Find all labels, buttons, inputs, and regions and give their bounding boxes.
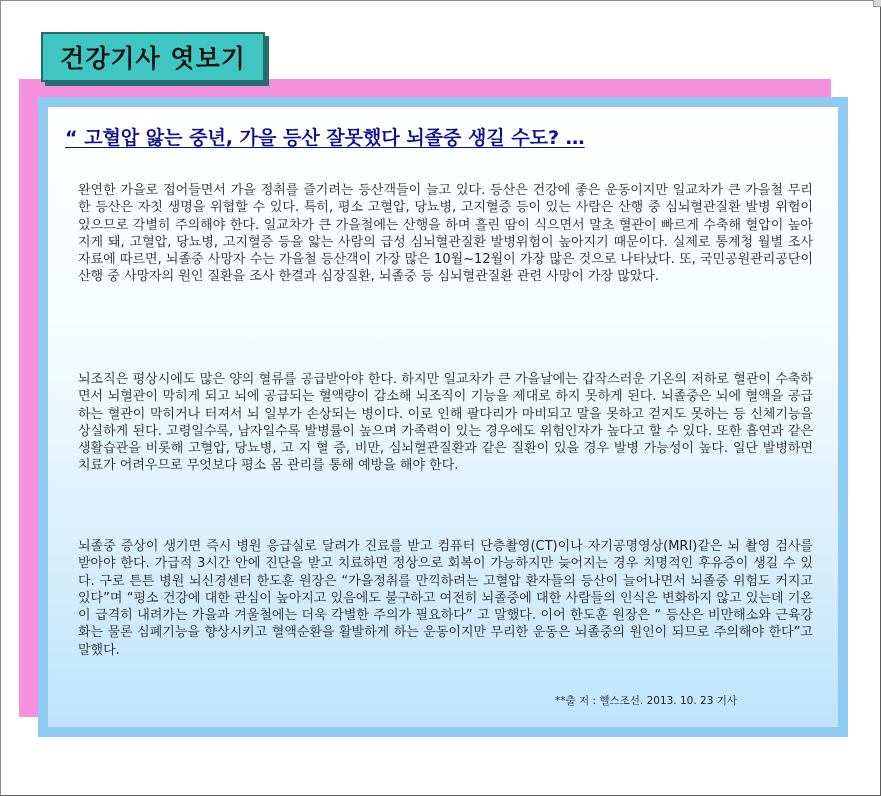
article-paragraph-3: 뇌졸중 증상이 생기면 즉시 병원 응급실로 달려가 진료를 받고 컴퓨터 단층촬영(CT)이나 자기공명영상(MRI)같은 뇌 촬영 검사를 받아야 한다. 가급적 3시간 안에 진단을 받고 치료하면 정상으로 회복이 가능하지만 늦어지는 경우 치명적인 후유증이 생길 수 있다. 구로 튼튼 병원 뇌신경센터 한도훈 원장은 “가을정취를 만끽하려는 고혈압 환자들의 등산이 늘어나면서 뇌졸중 위험도 커지고 있다”며 “평소 건강에 대한 관심이 높아지고 있음에도 불구하고 여전히 뇌졸중에 대한 사람들의 인식은 변화하지 않고 있는데 기온이 급격히 내려가는 가을과 겨울철에는 더욱 각별한 주의가 필요하다” 고 말했다. 이어 한도훈 원장은 “ 등산은 비만해소와 근육강화는 물론 심폐기능을 향상시키고 혈액순환을 활발하게 하는 운동이지만 무리한 운동은 뇌졸중의 원인이 되므로 주의해야 한다”고 말했다. bbox=[78, 539, 813, 658]
article-paragraph-2: 뇌조직은 평상시에도 많은 양의 혈류를 공급받아야 한다. 하지만 일교차가 큰 가을날에는 갑작스러운 기온의 저하로 혈관이 수축하면서 뇌혈관이 막히게 되고 뇌에 공급되는 혈액량이 감소해 뇌조직이 기능을 제대로 하지 못하게 된다. 뇌졸중은 뇌에 혈액을 공급하는 혈관이 막히거나 터져서 뇌 일부가 손상되는 병이다. 이로 인해 팔다리가 마비되고 말을 못하고 걷지도 못하는 등 신체기능을 상실하게 된다. 고령일수록, 남자일수록 발병률이 높으며 가족력이 있는 경우에도 위험인자가 높다고 할 수 있다. 또한 흡연과 같은 생활습관을 비롯해 고혈압, 당뇨병, 고 지 혈 증, 비만, 심뇌혈관질환과 같은 질환이 있을 경우 발병 가능성이 높다. 일단 발병하면 치료가 어려우므로 무엇보다 평소 몸 관리를 통해 예방을 해야 한다. bbox=[78, 372, 813, 474]
article-headline[interactable]: “ 고혈압 앓는 중년, 가을 등산 잘못했다 뇌졸중 생길 수도? … bbox=[65, 127, 585, 149]
corner-marker bbox=[873, 0, 881, 7]
article-source: **출 저 : 헬스조선. 2013. 10. 23 기사 bbox=[555, 695, 738, 707]
section-title: 건강기사 엿보기 bbox=[60, 44, 246, 73]
article-paragraph-1: 완연한 가을로 접어들면서 가을 정취를 즐기려는 등산객들이 늘고 있다. 등산은 건강에 좋은 운동이지만 일교차가 큰 가을철 무리한 등산은 자칫 생명을 위협할 수 있다. 특히, 평소 고혈압, 당뇨병, 고지혈증 등이 있는 사람은 산행 중 심뇌혈관질환 발병 위험이 있으므로 각별히 주의해야 한다. 일교차가 큰 가을철에는 산행을 하며 흘린 땀이 식으면서 말초 혈관이 빠르게 수축해 혈압이 높아지게 돼, 고혈압, 당뇨병, 고지혈증 등을 앓는 사람의 급성 심뇌혈관질환 발병위험이 높아지기 때문이다. 실제로 통계청 월별 조사 자료에 따르면, 뇌졸중 사망자 수는 가을철 등산객이 가장 많은 10월~12월이 가장 많은 것으로 나타났다. 또, 국민공원관리공단이 산행 중 사망자의 원인 질환을 조사 한결과 심장질환, 뇌졸중 등 심뇌혈관질환 관련 사망이 가장 많았다. bbox=[78, 183, 813, 285]
section-title-badge bbox=[41, 32, 265, 82]
